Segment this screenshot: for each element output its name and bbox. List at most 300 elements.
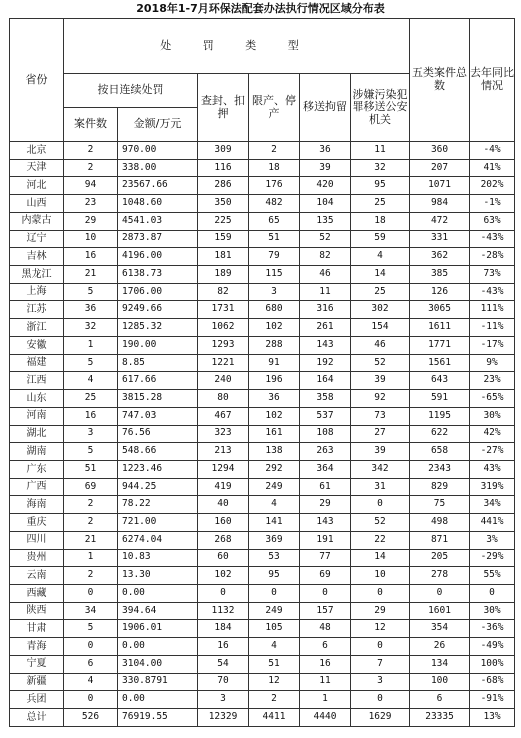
cell-region: 云南 <box>10 567 64 585</box>
header-limit: 限产、停产 <box>249 74 300 142</box>
cell-region: 宁夏 <box>10 655 64 673</box>
cell-cases: 5 <box>64 620 118 638</box>
cell-total: 360 <box>410 142 470 160</box>
cell-crime: 46 <box>351 336 410 354</box>
cell-detain: 261 <box>300 319 351 337</box>
cell-detain: 358 <box>300 390 351 408</box>
cell-region: 浙江 <box>10 319 64 337</box>
cell-crime: 12 <box>351 620 410 638</box>
cell-region: 河南 <box>10 407 64 425</box>
cell-detain: 11 <box>300 283 351 301</box>
cell-seize: 1294 <box>198 460 249 478</box>
cell-amount: 10.83 <box>118 549 198 567</box>
cell-amount: 2873.87 <box>118 230 198 248</box>
cell-yoy: 202% <box>470 177 515 195</box>
table-row <box>10 549 515 567</box>
cell-limit: 176 <box>249 177 300 195</box>
cell-seize: 184 <box>198 620 249 638</box>
cell-seize: 1132 <box>198 602 249 620</box>
cell-limit: 79 <box>249 248 300 266</box>
cell-yoy: 30% <box>470 407 515 425</box>
cell-crime: 27 <box>351 425 410 443</box>
table-row <box>10 336 515 354</box>
header-crime: 涉嫌污染犯罪移送公安机关 <box>351 74 410 142</box>
cell-region: 广西 <box>10 478 64 496</box>
table-row <box>10 620 515 638</box>
cell-total: 1071 <box>410 177 470 195</box>
cell-total: 23335 <box>410 709 470 727</box>
cell-amount: 338.00 <box>118 159 198 177</box>
cell-yoy: -49% <box>470 638 515 656</box>
cell-amount: 0.00 <box>118 584 198 602</box>
cell-yoy: 43% <box>470 460 515 478</box>
cell-crime: 3 <box>351 673 410 691</box>
cell-limit: 680 <box>249 301 300 319</box>
cell-yoy: -4% <box>470 142 515 160</box>
cell-yoy: 319% <box>470 478 515 496</box>
cell-limit: 249 <box>249 478 300 496</box>
cell-limit: 115 <box>249 266 300 284</box>
cell-total: 75 <box>410 496 470 514</box>
cell-cases: 36 <box>64 301 118 319</box>
cell-amount: 548.66 <box>118 443 198 461</box>
cell-seize: 213 <box>198 443 249 461</box>
cell-region: 上海 <box>10 283 64 301</box>
cell-amount: 1285.32 <box>118 319 198 337</box>
cell-detain: 16 <box>300 655 351 673</box>
cell-region: 广东 <box>10 460 64 478</box>
cell-region: 辽宁 <box>10 230 64 248</box>
cell-limit: 141 <box>249 514 300 532</box>
cell-cases: 25 <box>64 390 118 408</box>
cell-yoy: 441% <box>470 514 515 532</box>
cell-amount: 394.64 <box>118 602 198 620</box>
cell-yoy: -91% <box>470 691 515 709</box>
cell-amount: 8.85 <box>118 354 198 372</box>
cell-total: 6 <box>410 691 470 709</box>
cell-cases: 32 <box>64 319 118 337</box>
cell-yoy: 55% <box>470 567 515 585</box>
header-seize: 查封、扣押 <box>198 74 249 142</box>
cell-detain: 1 <box>300 691 351 709</box>
cell-limit: 292 <box>249 460 300 478</box>
cell-region: 江苏 <box>10 301 64 319</box>
cell-total: 1561 <box>410 354 470 372</box>
cell-amount: 0.00 <box>118 691 198 709</box>
cell-seize: 268 <box>198 531 249 549</box>
cell-detain: 143 <box>300 336 351 354</box>
cell-seize: 323 <box>198 425 249 443</box>
cell-total: 205 <box>410 549 470 567</box>
header-province: 省份 <box>10 19 64 142</box>
cell-crime: 10 <box>351 567 410 585</box>
cell-cases: 21 <box>64 266 118 284</box>
cell-yoy: -17% <box>470 336 515 354</box>
cell-total: 362 <box>410 248 470 266</box>
cell-region: 内蒙古 <box>10 212 64 230</box>
cell-yoy: 41% <box>470 159 515 177</box>
cell-cases: 5 <box>64 443 118 461</box>
cell-detain: 82 <box>300 248 351 266</box>
cell-yoy: 63% <box>470 212 515 230</box>
cell-seize: 189 <box>198 266 249 284</box>
cell-total: 658 <box>410 443 470 461</box>
cell-amount: 76919.55 <box>118 709 198 727</box>
cell-cases: 1 <box>64 336 118 354</box>
cell-limit: 4 <box>249 496 300 514</box>
cell-detain: 316 <box>300 301 351 319</box>
cell-limit: 102 <box>249 319 300 337</box>
cell-crime: 1629 <box>351 709 410 727</box>
cell-seize: 350 <box>198 195 249 213</box>
cell-limit: 12 <box>249 673 300 691</box>
cell-yoy: -28% <box>470 248 515 266</box>
table-row <box>10 319 515 337</box>
cell-seize: 60 <box>198 549 249 567</box>
cell-crime: 59 <box>351 230 410 248</box>
cell-crime: 95 <box>351 177 410 195</box>
table-row <box>10 212 515 230</box>
cell-limit: 65 <box>249 212 300 230</box>
cell-region: 福建 <box>10 354 64 372</box>
cell-cases: 0 <box>64 584 118 602</box>
table-row <box>10 496 515 514</box>
cell-cases: 23 <box>64 195 118 213</box>
cell-limit: 51 <box>249 655 300 673</box>
cell-cases: 6 <box>64 655 118 673</box>
cell-detain: 48 <box>300 620 351 638</box>
cell-seize: 286 <box>198 177 249 195</box>
cell-region: 海南 <box>10 496 64 514</box>
cell-seize: 3 <box>198 691 249 709</box>
cell-limit: 18 <box>249 159 300 177</box>
cell-cases: 10 <box>64 230 118 248</box>
header-amount: 金额/万元 <box>118 108 198 142</box>
cell-seize: 1062 <box>198 319 249 337</box>
region-distribution-table <box>9 18 515 727</box>
cell-crime: 22 <box>351 531 410 549</box>
cell-seize: 467 <box>198 407 249 425</box>
cell-region: 安徽 <box>10 336 64 354</box>
cell-region: 西藏 <box>10 584 64 602</box>
cell-detain: 6 <box>300 638 351 656</box>
cell-seize: 82 <box>198 283 249 301</box>
cell-region: 四川 <box>10 531 64 549</box>
cell-crime: 154 <box>351 319 410 337</box>
header-yoy: 去年同比情况 <box>470 19 515 142</box>
cell-crime: 14 <box>351 549 410 567</box>
cell-region: 山东 <box>10 390 64 408</box>
cell-yoy: -1% <box>470 195 515 213</box>
cell-yoy: 34% <box>470 496 515 514</box>
cell-yoy: -29% <box>470 549 515 567</box>
cell-limit: 51 <box>249 230 300 248</box>
cell-amount: 6138.73 <box>118 266 198 284</box>
cell-limit: 369 <box>249 531 300 549</box>
cell-detain: 263 <box>300 443 351 461</box>
cell-amount: 0.00 <box>118 638 198 656</box>
cell-total: 871 <box>410 531 470 549</box>
cell-yoy: 3% <box>470 531 515 549</box>
cell-amount: 78.22 <box>118 496 198 514</box>
cell-cases: 2 <box>64 159 118 177</box>
cell-crime: 0 <box>351 496 410 514</box>
cell-total: 591 <box>410 390 470 408</box>
cell-total: 2343 <box>410 460 470 478</box>
cell-crime: 73 <box>351 407 410 425</box>
cell-seize: 1293 <box>198 336 249 354</box>
cell-seize: 159 <box>198 230 249 248</box>
cell-detain: 29 <box>300 496 351 514</box>
cell-yoy: 100% <box>470 655 515 673</box>
cell-limit: 91 <box>249 354 300 372</box>
cell-limit: 196 <box>249 372 300 390</box>
cell-total: 126 <box>410 283 470 301</box>
cell-seize: 0 <box>198 584 249 602</box>
cell-seize: 12329 <box>198 709 249 727</box>
cell-crime: 52 <box>351 354 410 372</box>
cell-amount: 1223.46 <box>118 460 198 478</box>
cell-amount: 1906.01 <box>118 620 198 638</box>
cell-cases: 34 <box>64 602 118 620</box>
table-row <box>10 531 515 549</box>
table-row <box>10 673 515 691</box>
cell-region: 甘肃 <box>10 620 64 638</box>
cell-detain: 192 <box>300 354 351 372</box>
cell-limit: 161 <box>249 425 300 443</box>
cell-limit: 249 <box>249 602 300 620</box>
cell-yoy: 13% <box>470 709 515 727</box>
cell-crime: 25 <box>351 195 410 213</box>
cell-cases: 21 <box>64 531 118 549</box>
header-detain: 移送拘留 <box>300 74 351 142</box>
cell-cases: 94 <box>64 177 118 195</box>
cell-yoy: 9% <box>470 354 515 372</box>
cell-amount: 13.30 <box>118 567 198 585</box>
header-daily-penalty: 按日连续处罚 <box>64 74 198 108</box>
table-row <box>10 443 515 461</box>
cell-limit: 138 <box>249 443 300 461</box>
cell-crime: 52 <box>351 514 410 532</box>
cell-yoy: 0 <box>470 584 515 602</box>
cell-cases: 2 <box>64 142 118 160</box>
cell-detain: 46 <box>300 266 351 284</box>
cell-detain: 135 <box>300 212 351 230</box>
cell-amount: 76.56 <box>118 425 198 443</box>
cell-total: 1195 <box>410 407 470 425</box>
cell-yoy: 23% <box>470 372 515 390</box>
cell-total: 829 <box>410 478 470 496</box>
table-row <box>10 638 515 656</box>
cell-seize: 309 <box>198 142 249 160</box>
cell-cases: 4 <box>64 673 118 691</box>
cell-region: 江西 <box>10 372 64 390</box>
cell-total: 472 <box>410 212 470 230</box>
cell-seize: 80 <box>198 390 249 408</box>
cell-amount: 721.00 <box>118 514 198 532</box>
cell-region: 贵州 <box>10 549 64 567</box>
cell-detain: 61 <box>300 478 351 496</box>
cell-limit: 53 <box>249 549 300 567</box>
cell-amount: 23567.66 <box>118 177 198 195</box>
cell-region: 总计 <box>10 709 64 727</box>
cell-seize: 102 <box>198 567 249 585</box>
table-row <box>10 655 515 673</box>
cell-crime: 0 <box>351 584 410 602</box>
cell-cases: 3 <box>64 425 118 443</box>
cell-total: 643 <box>410 372 470 390</box>
cell-total: 331 <box>410 230 470 248</box>
cell-crime: 39 <box>351 372 410 390</box>
cell-yoy: -11% <box>470 319 515 337</box>
cell-cases: 51 <box>64 460 118 478</box>
cell-amount: 3815.28 <box>118 390 198 408</box>
cell-region: 山西 <box>10 195 64 213</box>
cell-seize: 116 <box>198 159 249 177</box>
cell-crime: 32 <box>351 159 410 177</box>
cell-total: 984 <box>410 195 470 213</box>
cell-limit: 3 <box>249 283 300 301</box>
header-penalty-type: 处 罚 类 型 <box>64 19 410 74</box>
table-row <box>10 248 515 266</box>
cell-region: 新疆 <box>10 673 64 691</box>
table-row <box>10 195 515 213</box>
cell-amount: 4541.03 <box>118 212 198 230</box>
table-row <box>10 354 515 372</box>
cell-cases: 29 <box>64 212 118 230</box>
cell-amount: 1048.60 <box>118 195 198 213</box>
cell-total: 622 <box>410 425 470 443</box>
cell-detain: 77 <box>300 549 351 567</box>
cell-yoy: 73% <box>470 266 515 284</box>
table-body <box>10 142 515 727</box>
cell-cases: 16 <box>64 407 118 425</box>
table-row <box>10 301 515 319</box>
cell-cases: 2 <box>64 496 118 514</box>
table-row <box>10 567 515 585</box>
cell-total: 1601 <box>410 602 470 620</box>
cell-crime: 7 <box>351 655 410 673</box>
cell-total: 26 <box>410 638 470 656</box>
cell-crime: 25 <box>351 283 410 301</box>
cell-cases: 526 <box>64 709 118 727</box>
cell-amount: 4196.00 <box>118 248 198 266</box>
cell-total: 1771 <box>410 336 470 354</box>
cell-region: 青海 <box>10 638 64 656</box>
cell-amount: 190.00 <box>118 336 198 354</box>
cell-detain: 52 <box>300 230 351 248</box>
cell-amount: 944.25 <box>118 478 198 496</box>
cell-total: 0 <box>410 584 470 602</box>
cell-limit: 36 <box>249 390 300 408</box>
cell-cases: 5 <box>64 283 118 301</box>
cell-yoy: -36% <box>470 620 515 638</box>
cell-limit: 4 <box>249 638 300 656</box>
table-row <box>10 478 515 496</box>
cell-seize: 240 <box>198 372 249 390</box>
cell-yoy: 111% <box>470 301 515 319</box>
cell-cases: 1 <box>64 549 118 567</box>
cell-cases: 2 <box>64 514 118 532</box>
cell-limit: 2 <box>249 691 300 709</box>
cell-total: 134 <box>410 655 470 673</box>
cell-detain: 4440 <box>300 709 351 727</box>
cell-crime: 92 <box>351 390 410 408</box>
cell-region: 北京 <box>10 142 64 160</box>
cell-seize: 225 <box>198 212 249 230</box>
cell-seize: 16 <box>198 638 249 656</box>
cell-total: 278 <box>410 567 470 585</box>
cell-detain: 11 <box>300 673 351 691</box>
cell-amount: 747.03 <box>118 407 198 425</box>
table-row <box>10 266 515 284</box>
cell-cases: 69 <box>64 478 118 496</box>
cell-crime: 18 <box>351 212 410 230</box>
cell-region: 湖北 <box>10 425 64 443</box>
cell-detain: 164 <box>300 372 351 390</box>
table-row <box>10 514 515 532</box>
cell-cases: 0 <box>64 691 118 709</box>
cell-region: 黑龙江 <box>10 266 64 284</box>
cell-amount: 3104.00 <box>118 655 198 673</box>
cell-amount: 617.66 <box>118 372 198 390</box>
cell-amount: 6274.04 <box>118 531 198 549</box>
cell-limit: 2 <box>249 142 300 160</box>
cell-limit: 0 <box>249 584 300 602</box>
cell-crime: 14 <box>351 266 410 284</box>
cell-detain: 36 <box>300 142 351 160</box>
cell-detain: 104 <box>300 195 351 213</box>
cell-detain: 69 <box>300 567 351 585</box>
cell-crime: 342 <box>351 460 410 478</box>
cell-amount: 970.00 <box>118 142 198 160</box>
cell-crime: 0 <box>351 638 410 656</box>
cell-cases: 4 <box>64 372 118 390</box>
cell-limit: 105 <box>249 620 300 638</box>
table-row <box>10 460 515 478</box>
cell-yoy: -65% <box>470 390 515 408</box>
cell-detain: 39 <box>300 159 351 177</box>
cell-amount: 330.8791 <box>118 673 198 691</box>
cell-yoy: -27% <box>470 443 515 461</box>
table-row <box>10 142 515 160</box>
table-row <box>10 230 515 248</box>
cell-seize: 1731 <box>198 301 249 319</box>
cell-seize: 70 <box>198 673 249 691</box>
cell-yoy: -43% <box>470 283 515 301</box>
cell-region: 湖南 <box>10 443 64 461</box>
cell-seize: 1221 <box>198 354 249 372</box>
cell-amount: 1706.00 <box>118 283 198 301</box>
cell-yoy: 30% <box>470 602 515 620</box>
cell-crime: 39 <box>351 443 410 461</box>
cell-seize: 181 <box>198 248 249 266</box>
table-row <box>10 372 515 390</box>
cell-yoy: -68% <box>470 673 515 691</box>
cell-cases: 2 <box>64 567 118 585</box>
cell-detain: 537 <box>300 407 351 425</box>
cell-total: 385 <box>410 266 470 284</box>
cell-total: 100 <box>410 673 470 691</box>
table-row <box>10 602 515 620</box>
cell-crime: 302 <box>351 301 410 319</box>
table-row <box>10 390 515 408</box>
cell-region: 河北 <box>10 177 64 195</box>
table-row <box>10 177 515 195</box>
cell-detain: 108 <box>300 425 351 443</box>
cell-crime: 0 <box>351 691 410 709</box>
table-row <box>10 584 515 602</box>
